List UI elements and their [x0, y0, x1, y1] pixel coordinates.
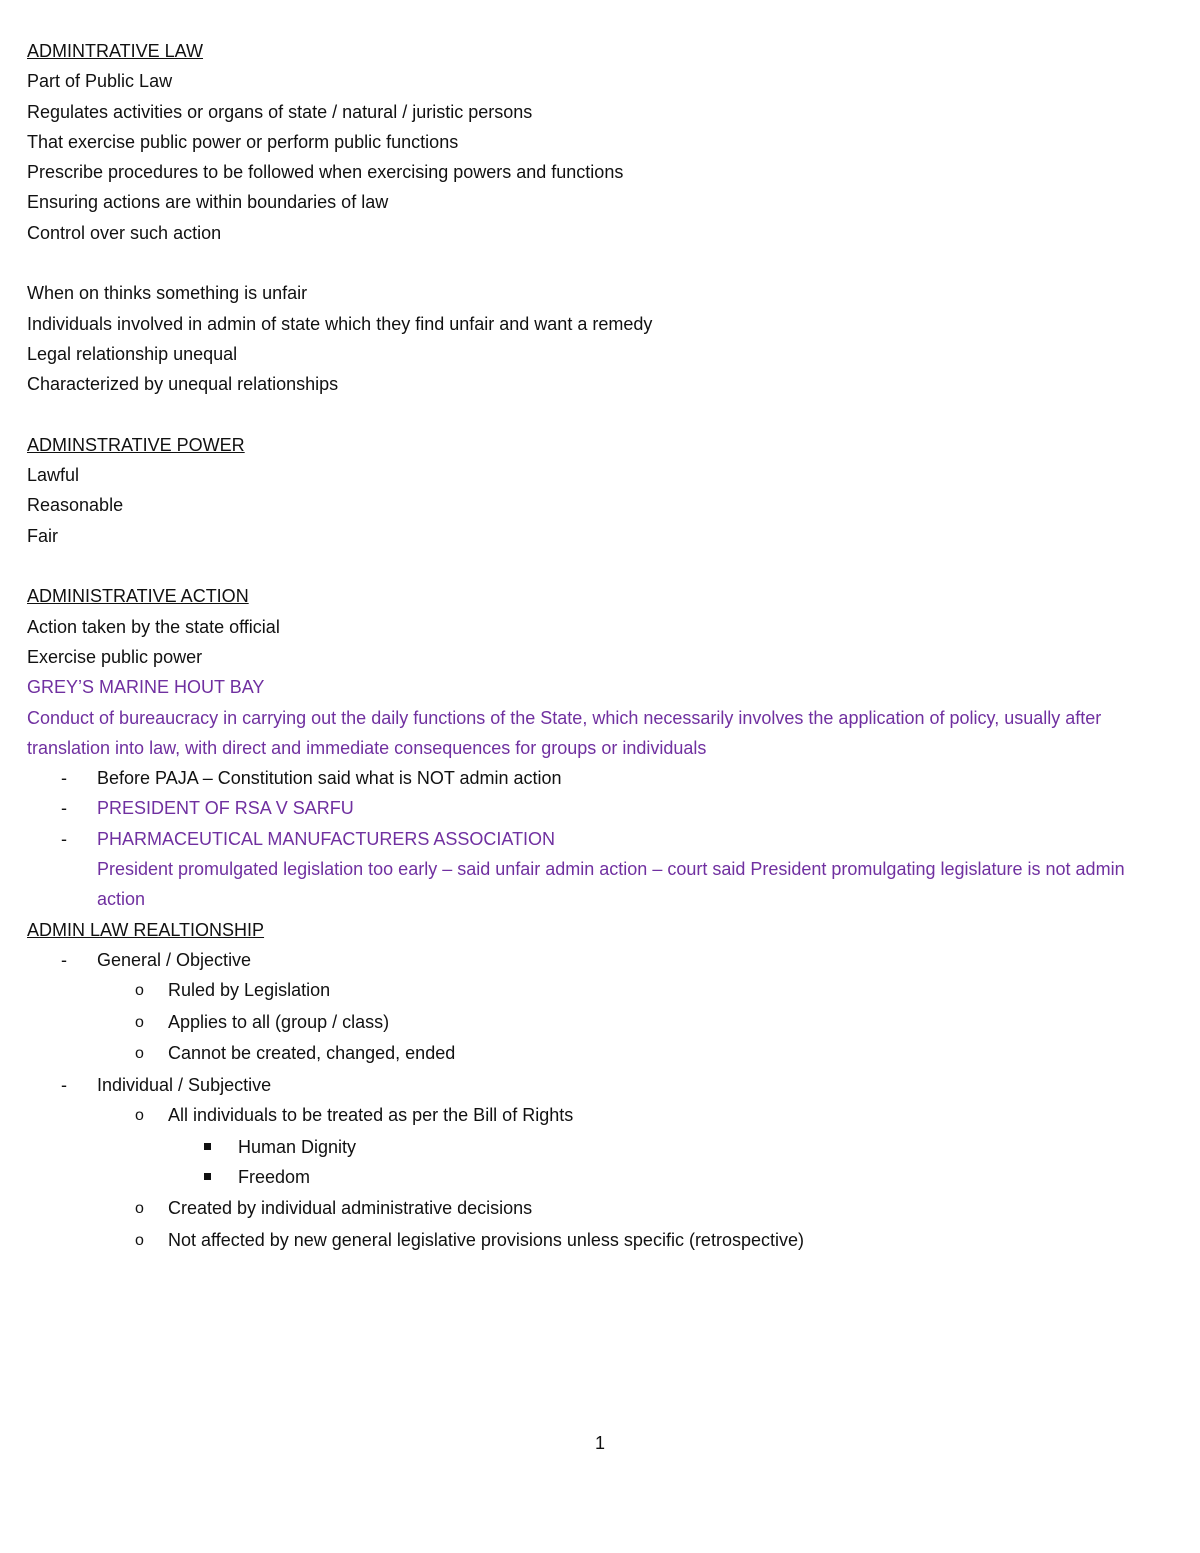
- text-line: Characterized by unequal relationships: [27, 374, 339, 395]
- dash-bullet: -: [61, 949, 67, 970]
- text-line: Legal relationship unequal: [27, 343, 238, 364]
- sub-sub-list-item-text: Freedom: [238, 1167, 311, 1188]
- text-line: Ensuring actions are within boundaries of law: [27, 192, 389, 213]
- circle-bullet: o: [135, 982, 144, 1000]
- case-reference: PRESIDENT OF RSA V SARFU: [97, 798, 354, 819]
- sub-list-item: [27, 1100, 1175, 1132]
- sub-list-item: [27, 1225, 1175, 1257]
- list-item: [27, 793, 1175, 823]
- square-bullet: [204, 1173, 211, 1180]
- sub-sub-list-item: [27, 1132, 1175, 1163]
- list-item: [27, 945, 1175, 975]
- sub-sub-list-item: [27, 1162, 1175, 1193]
- heading-administrative-action: ADMINISTRATIVE ACTION: [27, 586, 249, 607]
- dash-bullet: -: [61, 798, 67, 819]
- case-description: Conduct of bureaucracy in carrying out the daily functions of the State, which necessarily involves the application of policy, usually after translation into law, with direct and immediate consequences for groups or individuals: [27, 707, 1102, 758]
- list-item-text: General / Objective: [97, 949, 252, 970]
- square-bullet: [204, 1143, 211, 1150]
- circle-bullet: o: [135, 1045, 144, 1063]
- text-line: That exercise public power or perform public functions: [27, 131, 459, 152]
- page-number: 1: [594, 1433, 605, 1453]
- circle-bullet: o: [135, 1231, 144, 1249]
- text-line: Exercise public power: [27, 646, 203, 667]
- sub-list-item: [27, 975, 1175, 1007]
- circle-bullet: o: [135, 1107, 144, 1124]
- heading-administrative-power: ADMINSTRATIVE POWER: [27, 434, 245, 455]
- sub-list-item: [27, 1193, 1175, 1225]
- dash-bullet: -: [61, 1074, 67, 1095]
- text-line: When on thinks something is unfair: [27, 283, 308, 304]
- text-line: Fair: [27, 525, 58, 546]
- heading-admin-law-relationship: ADMIN LAW REALTIONSHIP: [27, 919, 265, 940]
- case-reference: PHARMACEUTICAL MANUFACTURERS ASSOCIATION: [97, 828, 556, 849]
- text-line: Part of Public Law: [27, 71, 173, 92]
- sub-list-item-text: Applies to all (group / class): [168, 1011, 390, 1032]
- sub-list-item: [27, 1007, 1175, 1039]
- case-detail: President promulgated legislation too early – said unfair admin action – court said President promulgating legislature is not admin action: [97, 859, 1125, 910]
- circle-bullet: o: [135, 1013, 144, 1031]
- blank-line: [27, 551, 1175, 581]
- text-line: Individuals involved in admin of state which they find unfair and want a remedy: [27, 313, 653, 334]
- list-item-text: Before PAJA – Constitution said what is NOT admin action: [97, 768, 562, 789]
- text-line: Prescribe procedures to be followed when exercising powers and functions: [27, 162, 624, 183]
- blank-line: [27, 400, 1175, 430]
- list-item: [27, 824, 1175, 915]
- circle-bullet: o: [135, 1200, 144, 1218]
- text-line: Regulates activities or organs of state / natural / juristic persons: [27, 101, 533, 122]
- dash-bullet: -: [61, 768, 67, 789]
- document-page: [27, 36, 1175, 1256]
- text-line: Action taken by the state official: [27, 616, 280, 637]
- sub-list-item-text: All individuals to be treated as per the Bill of Rights: [168, 1105, 574, 1125]
- sub-list-item-text: Cannot be created, changed, ended: [168, 1043, 456, 1064]
- list-item: [27, 1070, 1175, 1100]
- heading-administrative-law: ADMINTRATIVE LAW: [27, 41, 204, 61]
- blank-line: [27, 248, 1175, 278]
- sub-list-item-text: Not affected by new general legislative provisions unless specific (retrospective): [168, 1229, 804, 1250]
- sub-list-item: [27, 1038, 1175, 1070]
- sub-list-item-text: Ruled by Legislation: [168, 980, 331, 1001]
- text-line: Lawful: [27, 465, 80, 486]
- text-line: Control over such action: [27, 222, 222, 243]
- list-item-text: Individual / Subjective: [97, 1074, 272, 1095]
- case-title: GREY’S MARINE HOUT BAY: [27, 677, 265, 698]
- sub-list-item-text: Created by individual administrative decisions: [168, 1198, 533, 1219]
- sub-sub-list-item-text: Human Dignity: [238, 1136, 357, 1157]
- dash-bullet: -: [61, 828, 67, 849]
- text-line: Reasonable: [27, 495, 124, 516]
- list-item: [27, 763, 1175, 793]
